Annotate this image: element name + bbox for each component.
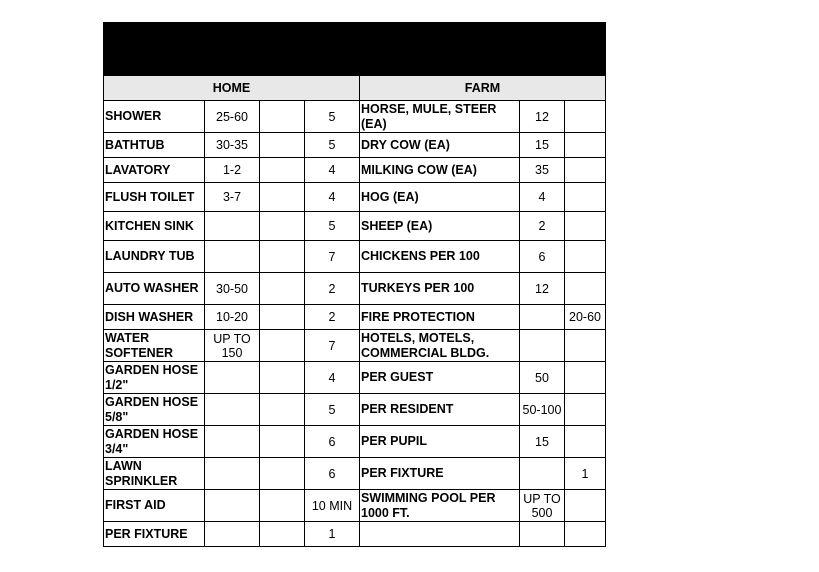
home-item-cell: FIRST AID: [104, 490, 205, 522]
farm-flow-rate-cell: [565, 394, 606, 426]
farm-gal-per-day-cell: 12: [520, 273, 565, 305]
home-item-cell: PER FIXTURE: [104, 522, 205, 547]
home-gal-per-usage-cell: [205, 362, 260, 394]
home-gal-per-day-cell: [260, 426, 305, 458]
home-item-cell: AUTO WASHER: [104, 273, 205, 305]
table-row: [104, 241, 606, 273]
farm-item-cell: PER RESIDENT: [360, 394, 520, 426]
header-gal-per-day: Gal Per Day: [260, 23, 305, 76]
home-flow-rate-cell: 4: [305, 158, 360, 183]
home-flow-rate-cell: 2: [305, 305, 360, 330]
farm-flow-rate-cell: [565, 183, 606, 212]
farm-item-cell: SWIMMING POOL PER 1000 FT.: [360, 490, 520, 522]
table-row: [104, 183, 606, 212]
home-item-cell: LAVATORY: [104, 158, 205, 183]
header-item: Item: [104, 23, 205, 76]
header-item-farm: Item: [360, 23, 520, 76]
home-gal-per-usage-cell: 10-20: [205, 305, 260, 330]
farm-item-cell: PER PUPIL: [360, 426, 520, 458]
header-gal-per-day-farm: Gal Per Day: [520, 23, 565, 76]
farm-flow-rate-cell: [565, 212, 606, 241]
table-row: [104, 101, 606, 133]
home-flow-rate-cell: 1: [305, 522, 360, 547]
farm-gal-per-day-cell: 15: [520, 426, 565, 458]
home-gal-per-day-cell: [260, 101, 305, 133]
table-row: [104, 458, 606, 490]
table-row: [104, 394, 606, 426]
home-gal-per-usage-cell: [205, 458, 260, 490]
farm-gal-per-day-cell: 15: [520, 133, 565, 158]
farm-flow-rate-cell: [565, 362, 606, 394]
farm-item-cell: HORSE, MULE, STEER (EA): [360, 101, 520, 133]
home-gal-per-day-cell: [260, 394, 305, 426]
home-gal-per-usage-cell: [205, 394, 260, 426]
farm-gal-per-day-cell: 2: [520, 212, 565, 241]
farm-flow-rate-cell: [565, 522, 606, 547]
farm-flow-rate-cell: 1: [565, 458, 606, 490]
table-row: [104, 490, 606, 522]
farm-gal-per-day-cell: 4: [520, 183, 565, 212]
home-gal-per-usage-cell: [205, 212, 260, 241]
farm-item-cell: MILKING COW (EA): [360, 158, 520, 183]
home-gal-per-usage-cell: UP TO 150: [205, 330, 260, 362]
farm-flow-rate-cell: [565, 426, 606, 458]
header-flow-rate-gpm: Flow Rate GPM: [305, 23, 360, 76]
home-gal-per-usage-cell: [205, 426, 260, 458]
farm-item-cell: PER FIXTURE: [360, 458, 520, 490]
home-flow-rate-cell: 4: [305, 362, 360, 394]
section-farm: FARM: [360, 76, 606, 101]
home-flow-rate-cell: 5: [305, 101, 360, 133]
table-row: [104, 133, 606, 158]
home-gal-per-usage-cell: [205, 522, 260, 547]
farm-item-cell: FIRE PROTECTION: [360, 305, 520, 330]
home-gal-per-usage-cell: 30-35: [205, 133, 260, 158]
farm-item-cell: HOTELS, MOTELS, COMMERCIAL BLDG.: [360, 330, 520, 362]
table-row: [104, 426, 606, 458]
farm-gal-per-day-cell: 50-100: [520, 394, 565, 426]
farm-gal-per-day-cell: [520, 330, 565, 362]
water-usage-table: [103, 22, 606, 547]
home-gal-per-usage-cell: 1-2: [205, 158, 260, 183]
home-flow-rate-cell: 6: [305, 426, 360, 458]
home-gal-per-day-cell: [260, 522, 305, 547]
home-item-cell: SHOWER: [104, 101, 205, 133]
home-gal-per-usage-cell: 30-50: [205, 273, 260, 305]
section-row: [104, 76, 606, 101]
home-item-cell: DISH WASHER: [104, 305, 205, 330]
home-item-cell: LAWN SPRINKLER: [104, 458, 205, 490]
farm-item-cell: SHEEP (EA): [360, 212, 520, 241]
home-gal-per-day-cell: [260, 183, 305, 212]
farm-gal-per-day-cell: [520, 305, 565, 330]
farm-gal-per-day-cell: UP TO 500: [520, 490, 565, 522]
home-gal-per-day-cell: [260, 133, 305, 158]
farm-gal-per-day-cell: 12: [520, 101, 565, 133]
farm-flow-rate-cell: [565, 158, 606, 183]
header-row: [104, 23, 606, 76]
farm-item-cell: PER GUEST: [360, 362, 520, 394]
home-gal-per-day-cell: [260, 458, 305, 490]
table-row: [104, 522, 606, 547]
home-gal-per-day-cell: [260, 158, 305, 183]
farm-flow-rate-cell: [565, 101, 606, 133]
home-gal-per-day-cell: [260, 273, 305, 305]
home-gal-per-usage-cell: 25-60: [205, 101, 260, 133]
farm-gal-per-day-cell: 6: [520, 241, 565, 273]
home-gal-per-usage-cell: [205, 241, 260, 273]
home-gal-per-usage-cell: [205, 490, 260, 522]
table-body: [104, 76, 606, 547]
home-item-cell: GARDEN HOSE 1/2": [104, 362, 205, 394]
header-gal-per-usage: Gal Per Usage: [205, 23, 260, 76]
home-flow-rate-cell: 7: [305, 241, 360, 273]
home-flow-rate-cell: 5: [305, 133, 360, 158]
section-home: HOME: [104, 76, 360, 101]
home-item-cell: KITCHEN SINK: [104, 212, 205, 241]
home-gal-per-day-cell: [260, 305, 305, 330]
home-flow-rate-cell: 4: [305, 183, 360, 212]
farm-gal-per-day-cell: 50: [520, 362, 565, 394]
home-gal-per-day-cell: [260, 330, 305, 362]
home-gal-per-day-cell: [260, 490, 305, 522]
farm-item-cell: DRY COW (EA): [360, 133, 520, 158]
table-row: [104, 158, 606, 183]
table-row: [104, 305, 606, 330]
home-item-cell: GARDEN HOSE 5/8": [104, 394, 205, 426]
home-gal-per-day-cell: [260, 212, 305, 241]
home-flow-rate-cell: 2: [305, 273, 360, 305]
farm-flow-rate-cell: [565, 490, 606, 522]
header-flow-rate-gpm-farm: Flow Rate GPM: [565, 23, 606, 76]
home-flow-rate-cell: 10 MIN: [305, 490, 360, 522]
home-gal-per-usage-cell: 3-7: [205, 183, 260, 212]
farm-item-cell: [360, 522, 520, 547]
farm-gal-per-day-cell: [520, 522, 565, 547]
home-gal-per-day-cell: [260, 241, 305, 273]
farm-gal-per-day-cell: 35: [520, 158, 565, 183]
farm-flow-rate-cell: [565, 330, 606, 362]
farm-flow-rate-cell: [565, 133, 606, 158]
farm-flow-rate-cell: [565, 273, 606, 305]
table-row: [104, 212, 606, 241]
home-item-cell: LAUNDRY TUB: [104, 241, 205, 273]
home-flow-rate-cell: 7: [305, 330, 360, 362]
home-flow-rate-cell: 6: [305, 458, 360, 490]
home-gal-per-day-cell: [260, 362, 305, 394]
farm-item-cell: TURKEYS PER 100: [360, 273, 520, 305]
farm-flow-rate-cell: [565, 241, 606, 273]
table-row: [104, 330, 606, 362]
home-flow-rate-cell: 5: [305, 212, 360, 241]
home-flow-rate-cell: 5: [305, 394, 360, 426]
farm-item-cell: HOG (EA): [360, 183, 520, 212]
home-item-cell: FLUSH TOILET: [104, 183, 205, 212]
table-row: [104, 362, 606, 394]
home-item-cell: GARDEN HOSE 3/4": [104, 426, 205, 458]
table-row: [104, 273, 606, 305]
farm-gal-per-day-cell: [520, 458, 565, 490]
farm-flow-rate-cell: 20-60: [565, 305, 606, 330]
farm-item-cell: CHICKENS PER 100: [360, 241, 520, 273]
home-item-cell: BATHTUB: [104, 133, 205, 158]
home-item-cell: WATER SOFTENER: [104, 330, 205, 362]
